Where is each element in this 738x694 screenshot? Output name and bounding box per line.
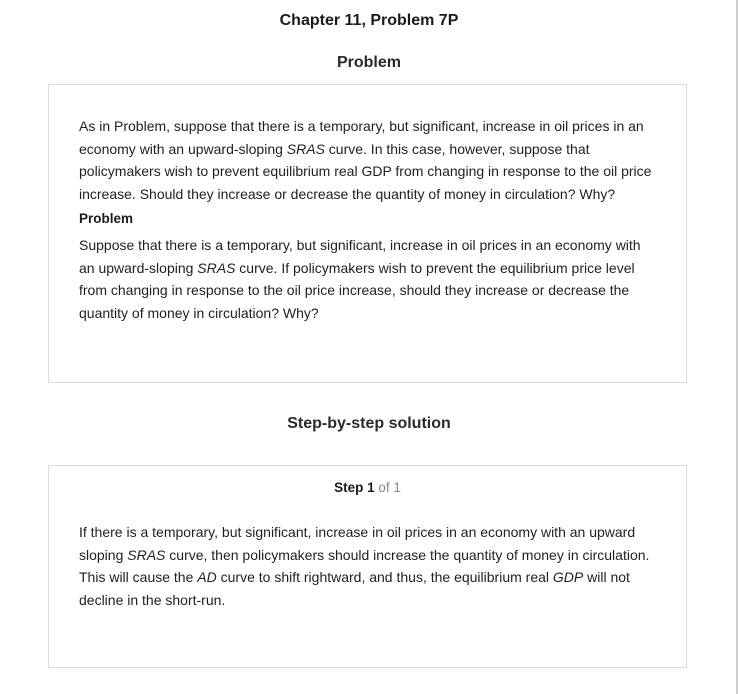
step-number: 1: [367, 480, 375, 495]
italic-term: AD: [197, 569, 217, 585]
text-run: Suppose that there is a temporary, but significant, increase in oil prices in an economy with an upward-sloping: [79, 237, 641, 276]
step-total: of 1: [378, 480, 401, 495]
italic-term: SRAS: [286, 140, 325, 157]
solution-section-title: Step-by-step solution: [287, 415, 451, 432]
text-run: will not decline in the short-run.: [79, 569, 630, 608]
problem-section-title: Problem: [336, 54, 401, 71]
problem-card: [48, 84, 687, 383]
step-label: Step: [334, 480, 364, 495]
italic-term: GDP: [552, 569, 584, 585]
solution-card: [48, 465, 687, 668]
chapter-title: Chapter 11, Problem 7P: [279, 12, 459, 29]
italic-term: SRAS: [197, 259, 236, 276]
problem-subheading: Problem: [79, 211, 134, 226]
text-run: As in Problem, suppose that there is a temporary, but significant, increase in oil prices in an economy with an upward-sloping: [79, 118, 644, 157]
text-run: curve to shift rightward, and thus, the equilibrium real: [216, 569, 553, 585]
text-run: curve, then policymakers should increase the quantity of money in circulation. This will cause the: [79, 546, 650, 585]
text-run: If there is a temporary, but significant, increase in oil prices in an economy with an upward sloping: [79, 524, 636, 563]
text-run: curve. If policymakers wish to prevent the equilibrium price level from changing in response to the oil price increase, should they increase or decrease the quantity of money in circulation? Why?: [79, 259, 635, 321]
problem-text: [79, 115, 656, 205]
problem-sub-text: [79, 234, 656, 324]
step-indicator: [79, 480, 656, 495]
italic-term: SRAS: [127, 546, 166, 563]
text-run: curve. In this case, however, suppose that policymakers wish to prevent equilibrium real GDP from changing in response to the oil price increase. Should they increase or decrease the quantity of money in circulation? Why?: [79, 140, 652, 202]
solution-text: [79, 521, 656, 611]
